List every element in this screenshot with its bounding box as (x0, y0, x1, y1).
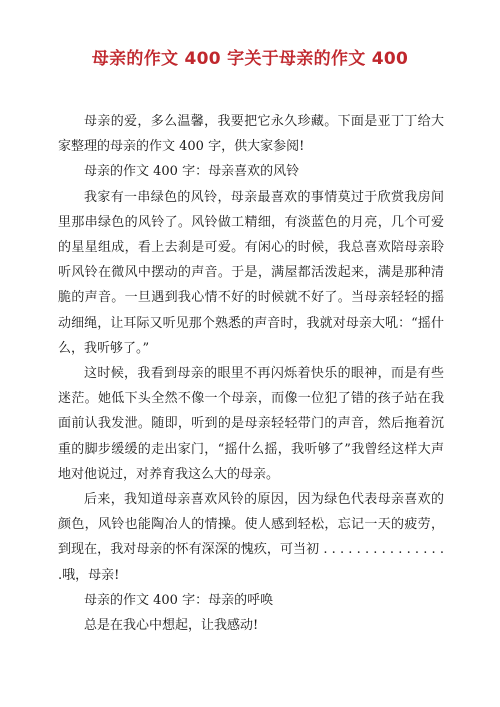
body-paragraph: 后来，我知道母亲喜欢风铃的原因，因为绿色代表母亲喜欢的颜色，风铃也能陶冶人的情操。使人感到轻松，忘记一天的疲劳，到现在，我对母亲的怀有深深的愧疚，可当初 . . . . . . . . . . . . . . . .哦，母亲! (58, 492, 444, 583)
document-body (58, 109, 444, 638)
body-paragraph: 总是在我心中想起，让我感动! (84, 618, 259, 634)
body-paragraph: 我家有一串绿色的风铃，母亲最喜欢的事情莫过于欣赏我房间里那串绿色的风铃了。风铃做工精细，有淡蓝色的月亮，几个可爱的星星组成，看上去刹是可爱。有闲心的时候，我总喜欢陪母亲聆听风铃在微风中摆动的声音。于是，满屋都活泼起来，满是那种清脆的声音。一旦遇到我心情不好的时候就不好了。当母亲轻轻的摇动细绳，让耳际又听见那个熟悉的声音时，我就对母亲大吼：“摇什么，我听够了。” (58, 189, 444, 356)
intro-paragraph: 母亲的爱，多么温馨，我要把它永久珍藏。下面是亚丁丁给大家整理的母亲的作文 400 字，供大家参阅! (58, 114, 444, 155)
section-heading-wind-chime: 母亲的作文 400 字：母亲喜欢的风铃 (84, 164, 300, 180)
body-paragraph: 这时候，我看到母亲的眼里不再闪烁着快乐的眼神，而是有些迷茫。她低下头全然不像一个母亲，而像一位犯了错的孩子站在我面前认我发泄。随即，听到的是母亲轻轻带门的声音，然后拖着沉重的脚步缓缓的走出家门，“摇什么摇，我听够了”我曾经这样大声地对他说过，对养育我这么大的母亲。 (58, 366, 444, 482)
section-heading-mother-call: 母亲的作文 400 字：母亲的呼唤 (84, 592, 274, 608)
document-title: 母亲的作文 400 字关于母亲的作文 400 (91, 49, 409, 69)
